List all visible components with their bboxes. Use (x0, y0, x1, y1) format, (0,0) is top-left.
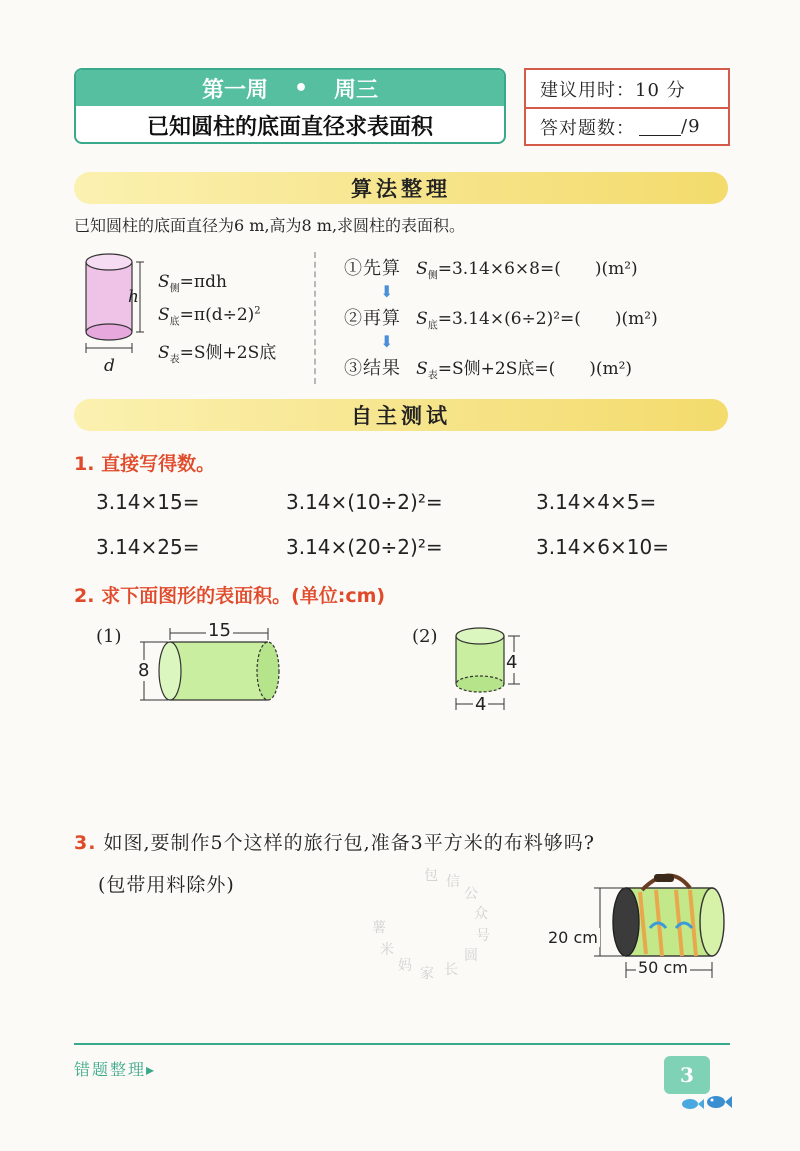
fig1-length-label: 15 (208, 620, 231, 641)
q1-item-6: 3.14×6×10= (536, 535, 669, 559)
step-1: ①先算 $S_侧=3.14\times 6\times 8=$( )(m²) (344, 258, 638, 282)
svg-text:妈: 妈 (398, 958, 412, 974)
q1-item-5: 3.14×(20÷2)²= (286, 535, 443, 559)
algorithm-problem: 已知圆柱的底面直径为6 m,高为8 m,求圆柱的表面积。 (74, 216, 466, 235)
step-3-label: ③结果 (344, 358, 401, 379)
svg-text:信: 信 (446, 874, 460, 890)
time-score-box (524, 68, 730, 146)
week-day-banner (76, 70, 504, 106)
week-label: 第一周 (201, 77, 268, 103)
svg-text:长: 长 (444, 962, 458, 978)
watermark-stamp (360, 858, 500, 988)
fig2-label: (2) (412, 626, 438, 647)
bag-length-label: 50 cm (638, 958, 688, 977)
lesson-title: 已知圆柱的底面直径求表面积 (146, 114, 433, 140)
total-area-formula: $S_表=S$侧+2S底 (158, 343, 277, 366)
step-2-expr: =3.14×(6÷2)²=( )(m²) (437, 309, 658, 329)
svg-text:薯: 薯 (372, 920, 386, 936)
svg-text:号: 号 (476, 928, 490, 944)
fig1-label: (1) (96, 626, 122, 647)
svg-text:圆: 圆 (464, 948, 478, 964)
lesson-header (74, 68, 506, 144)
suggested-time: 建议用时：10 分 (540, 79, 686, 101)
height-label: h (128, 287, 139, 307)
svg-text:包: 包 (424, 868, 438, 884)
test-section-title: 自主测试 (74, 399, 728, 431)
arrow-down-icon: ⬇ (380, 282, 394, 301)
step-3: ③结果 $S_表=S$侧+2S底=( )(m²) (344, 358, 633, 382)
q3-note: (包带用料除外) (98, 874, 235, 896)
side-area-formula: $S_侧=\pi dh$ (158, 272, 227, 295)
q1-item-2: 3.14×(10÷2)²= (286, 490, 443, 514)
q1-item-1: 3.14×15= (96, 490, 200, 514)
step-1-label: ①先算 (344, 258, 401, 279)
q2-title: 2. 求下面图形的表面积。(单位:cm) (74, 585, 386, 607)
step-1-expr: =3.14×6×8=( )(m²) (437, 259, 638, 279)
q3-question: 3. 如图,要制作5个这样的旅行包,准备3平方米的布料够吗? (74, 832, 595, 854)
svg-text:众: 众 (474, 906, 488, 922)
page-number: 3 (664, 1056, 710, 1094)
q1-item-3: 3.14×4×5= (536, 490, 657, 514)
svg-text:米: 米 (380, 942, 394, 958)
mistake-review-link[interactable]: 错题整理▸ (74, 1060, 157, 1079)
diameter-label: d (104, 356, 115, 376)
algorithm-section-title: 算法整理 (74, 172, 728, 204)
dashed-divider (314, 252, 316, 384)
fish-decoration-icon (676, 1090, 736, 1114)
fig2-diameter-label: 4 (475, 694, 487, 715)
pink-cylinder-diagram (76, 252, 160, 376)
score-blank[interactable] (639, 118, 681, 136)
svg-text:公: 公 (464, 886, 478, 902)
step-2: ②再算 $S_底=3.14\times(6\div 2)^2=$( )(m²) (344, 308, 658, 332)
svg-text:家: 家 (420, 966, 434, 982)
base-area-formula: $S_底=\pi(d\div 2)^2$ (158, 305, 261, 328)
fig2-height-label: 4 (506, 652, 518, 673)
bag-diameter-label: 20 cm (548, 928, 598, 947)
score-label: 答对题数： (540, 117, 635, 139)
footer-divider (74, 1043, 730, 1045)
arrow-down-icon: ⬇ (380, 332, 394, 351)
q1-item-4: 3.14×25= (96, 535, 200, 559)
score-row (526, 107, 728, 144)
q1-title: 1. 直接写得数。 (74, 453, 216, 475)
day-label: 周三 (334, 77, 379, 103)
fig1-diameter-label: 8 (138, 660, 150, 681)
score-total: /9 (681, 116, 701, 137)
step-3-expr: =S侧+2S底=( )(m²) (437, 359, 633, 379)
step-2-label: ②再算 (344, 308, 401, 329)
separator-dot: • (293, 75, 309, 101)
